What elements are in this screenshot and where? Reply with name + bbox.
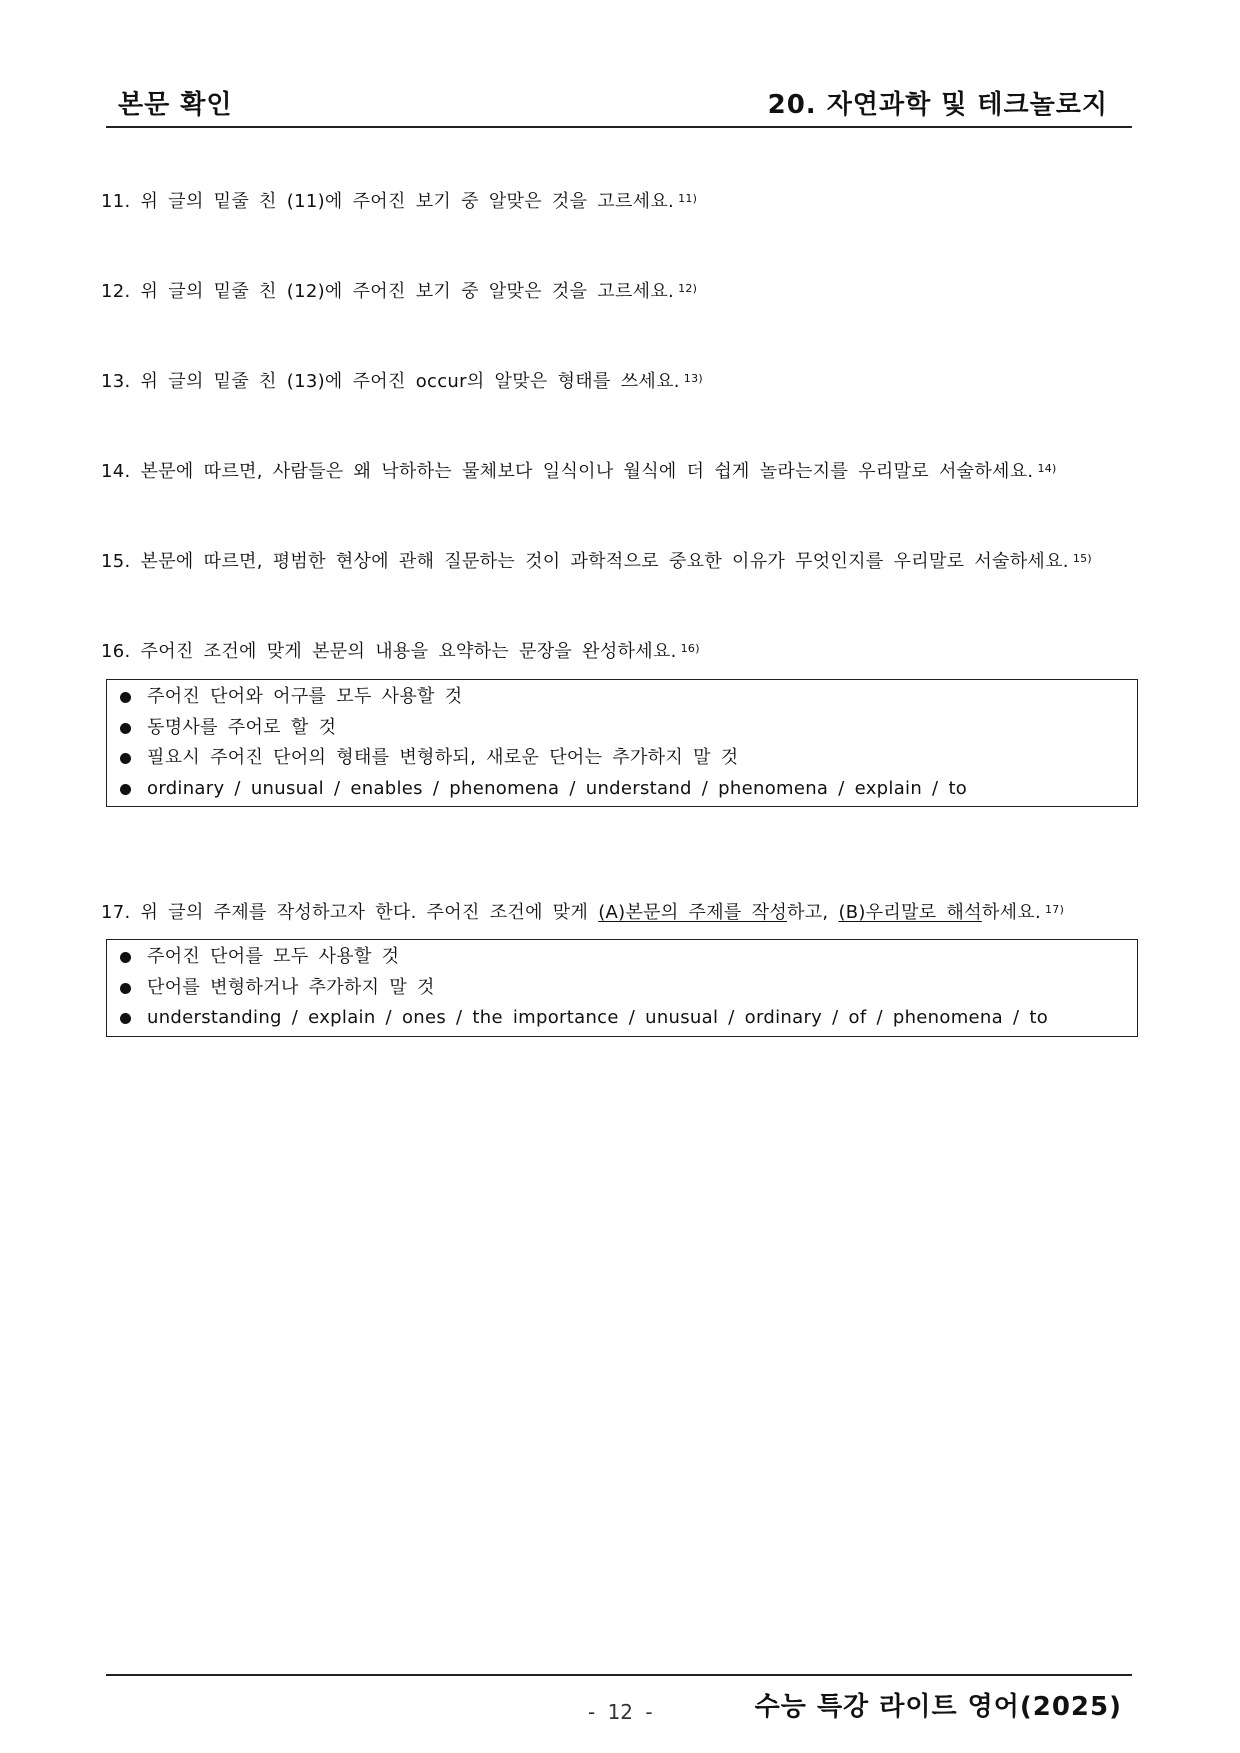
bullet-icon [120,1013,131,1024]
footnote-marker: 12) [678,282,698,295]
condition-text: 동명사를 주어로 할 것 [147,716,337,738]
question-text: 14. 본문에 따르면, 사람들은 왜 낙하하는 물체보다 일식이나 월식에 더 쉽게 놀라는지를 우리말로 서술하세요. [101,461,1034,482]
condition-text: 주어진 단어를 모두 사용할 것 [147,946,400,967]
footnote-marker: 13) [683,372,703,385]
question-text-mid: 하고, [787,902,839,923]
underlined-task-a: (A)본문의 주제를 작성 [598,902,788,923]
footnote-marker: 15) [1072,552,1093,565]
section-title: 본문 확인 [118,90,233,120]
question-12 [101,277,697,304]
question-text: 15. 본문에 따르면, 평범한 현상에 관해 질문하는 것이 과학적으로 중요한 이유가 무엇인지를 우리말로 서술하세요. [101,551,1069,572]
condition-item [107,682,1137,713]
page-number: - 12 - [588,1700,653,1724]
footnote-marker: 14) [1037,462,1057,475]
book-title: 수능 특강 라이트 영어(2025) [754,1692,1122,1722]
question-text: 12. 위 글의 밑줄 친 (12)에 주어진 보기 중 알맞은 것을 고르세요. [101,281,675,302]
question-14 [101,457,1057,484]
condition-item [107,973,1137,1004]
condition-item [107,743,1137,774]
condition-text: 단어를 변형하거나 추가하지 말 것 [147,976,435,998]
question-13 [101,367,703,394]
question-text-suffix: 하세요. [981,902,1041,923]
question-15 [101,547,1092,574]
condition-item [107,942,1137,973]
footnote-marker: 11) [678,192,698,205]
condition-text: 주어진 단어와 어구를 모두 사용할 것 [147,686,463,707]
question-11 [101,187,697,214]
page-header [106,82,1132,128]
conditions-list [107,682,1137,804]
question-text: 11. 위 글의 밑줄 친 (11)에 주어진 보기 중 알맞은 것을 고르세요. [101,191,675,212]
question-16 [101,637,700,664]
question-text: 17. 위 글의 주제를 작성하고자 한다. 주어진 조건에 맞게 [101,902,599,923]
question-text: 13. 위 글의 밑줄 친 (13)에 주어진 occur의 알맞은 형태를 쓰세요. [101,371,680,392]
bullet-icon [120,753,131,764]
bullet-icon [120,723,131,734]
conditions-box-16 [106,679,1138,807]
condition-item [107,774,1137,805]
bullet-icon [120,983,131,994]
bullet-icon [120,692,131,703]
conditions-box-17 [106,939,1138,1037]
footnote-marker: 17) [1044,903,1065,916]
condition-text: 필요시 주어진 단어의 형태를 변형하되, 새로운 단어는 추가하지 말 것 [147,747,739,768]
condition-item [107,1003,1137,1034]
question-text: 16. 주어진 조건에 맞게 본문의 내용을 요약하는 문장을 완성하세요. [101,641,677,662]
condition-text: understanding / explain / ones / the importance / unusual / ordinary / of / phenomena / to [147,1007,1049,1028]
question-17 [101,898,1064,925]
condition-text: ordinary / unusual / enables / phenomena / understand / phenomena / explain / to [147,777,968,799]
footnote-marker: 16) [680,642,700,655]
bullet-icon [120,784,131,795]
underlined-task-b: (B)우리말로 해석 [838,902,982,923]
conditions-list [107,942,1137,1034]
bullet-icon [120,952,131,963]
page-footer [106,1674,1132,1736]
chapter-title: 20. 자연과학 및 테크놀로지 [767,90,1108,120]
condition-item [107,713,1137,744]
